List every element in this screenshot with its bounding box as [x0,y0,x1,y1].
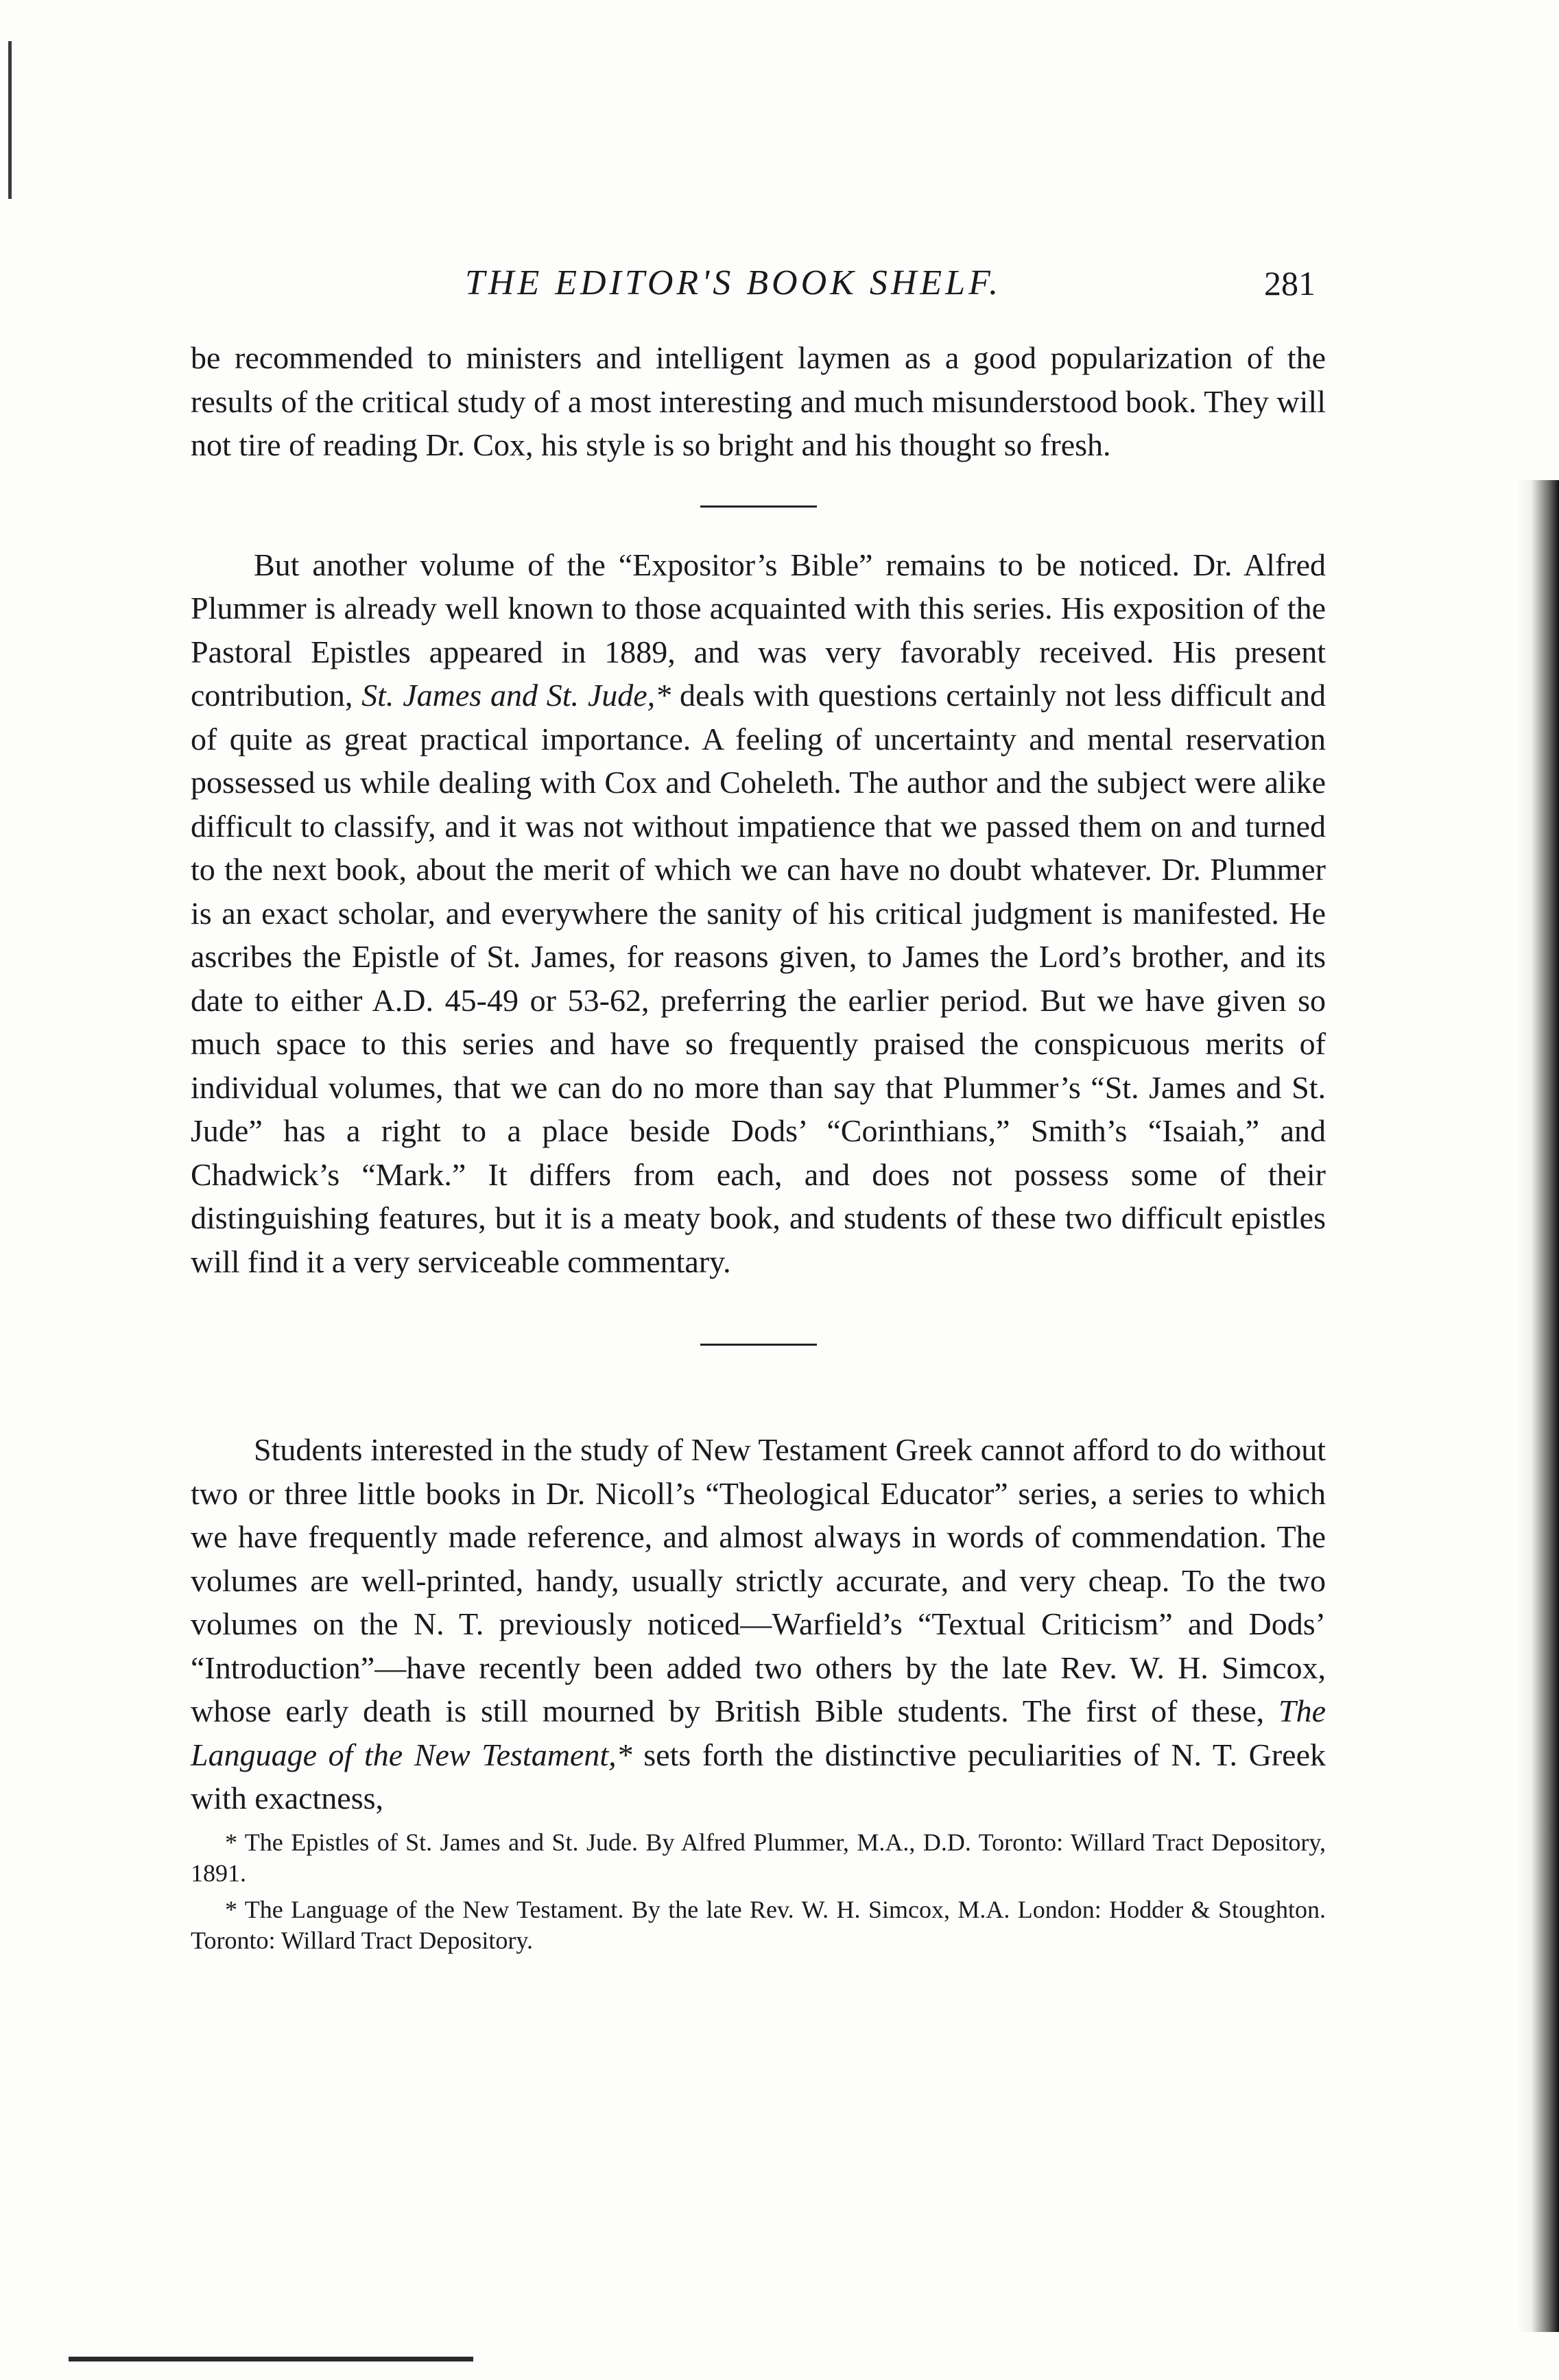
page-header [191,259,1316,307]
scan-margin-rule [8,41,12,199]
book-title-st-james-st-jude: St. James and St. Jude,* [361,678,671,713]
page-number: 281 [1264,264,1316,302]
paragraph-plummer-review [191,543,1326,1284]
section-separator [700,1344,817,1346]
paragraph-text: But another volume of the “Expositor’s Bible” remains to be noticed. Dr. Alfred Plummer is already well known to those acquainted with this series. His exposition of the Pastoral Epistles appeared in 1889, and was very favorably received. His present contribution, [191,547,1326,713]
book-title-language-new-testament: The Language of the New Testament,* [191,1693,1326,1772]
running-title: THE EDITOR'S BOOK SHELF. [465,263,1002,302]
paragraph-cox-conclusion: be recommended to ministers and intelligent laymen as a good popularization of the results of the critical study of a most interesting and much misunderstood book. They will not tire of reading Dr. Cox, his style is so bright and his thought so fresh. [191,340,1326,462]
scan-page-edge-shadow [1516,480,1559,2332]
footnotes [191,1827,1326,1956]
section-separator [700,505,817,508]
paragraph-text: Students interested in the study of New Testament Greek cannot afford to do without two or three little books in Dr. Nicoll’s “Theological Educator” series, a series to which we have frequently made reference, and almost always in words of commendation. The volumes are well-printed, handy, usually strictly accurate, and very cheap. To the two volumes on the N. T. previously noticed—Warfield’s “Textual Criticism” and Dods’ “Introduction”—have recently been added two others by the late Rev. W. H. Simcox, whose early death is still mourned by British Bible students. The first of these, [191,1432,1326,1728]
scan-bottom-rule [69,2357,473,2361]
footnote-plummer: * The Epistles of St. James and St. Jude. By Alfred Plummer, M.A., D.D. Toronto: Willard Tract Depository, 1891. [191,1828,1326,1887]
body-text [191,336,1326,1956]
paragraph-text: sets forth the distinctive peculiarities of N. T. Greek with exactness, [191,1737,1326,1816]
footnote-simcox: * The Language of the New Testament. By the late Rev. W. H. Simcox, M.A. London: Hodder & Stoughton. Toronto: Willard Tract Depository. [191,1895,1326,1954]
paragraph-simcox-review [191,1428,1326,1820]
paragraph-text: deals with questions certainly not less difficult and of quite as great practical importance. A feeling of uncertainty and mental reservation possessed us while dealing with Cox and Coheleth. The author and the subject were alike difficult to classify, and it was not without impatience that we passed them on and turned to the next book, about the merit of which we can have no doubt whatever. Dr. Plummer is an exact scholar, and everywhere the sanity of his critical judgment is manifested. He ascribes the Epistle of St. James, for reasons given, to James the Lord’s brother, and its date to either A.D. 45-49 or 53-62, preferring the earlier period. But we have given so much space to this series and have so frequently praised the conspicuous merits of individual volumes, that we can do no more than say that Plummer’s “St. James and St. Jude” has a right to a place beside Dods’ “Corinthians,” Smith’s “Isaiah,” and Chadwick’s “Mark.” It differs from each, and does not possess some of their distinguishing features, but it is a meaty book, and students of these two difficult epistles will find it a very serviceable commentary. [191,678,1326,1279]
